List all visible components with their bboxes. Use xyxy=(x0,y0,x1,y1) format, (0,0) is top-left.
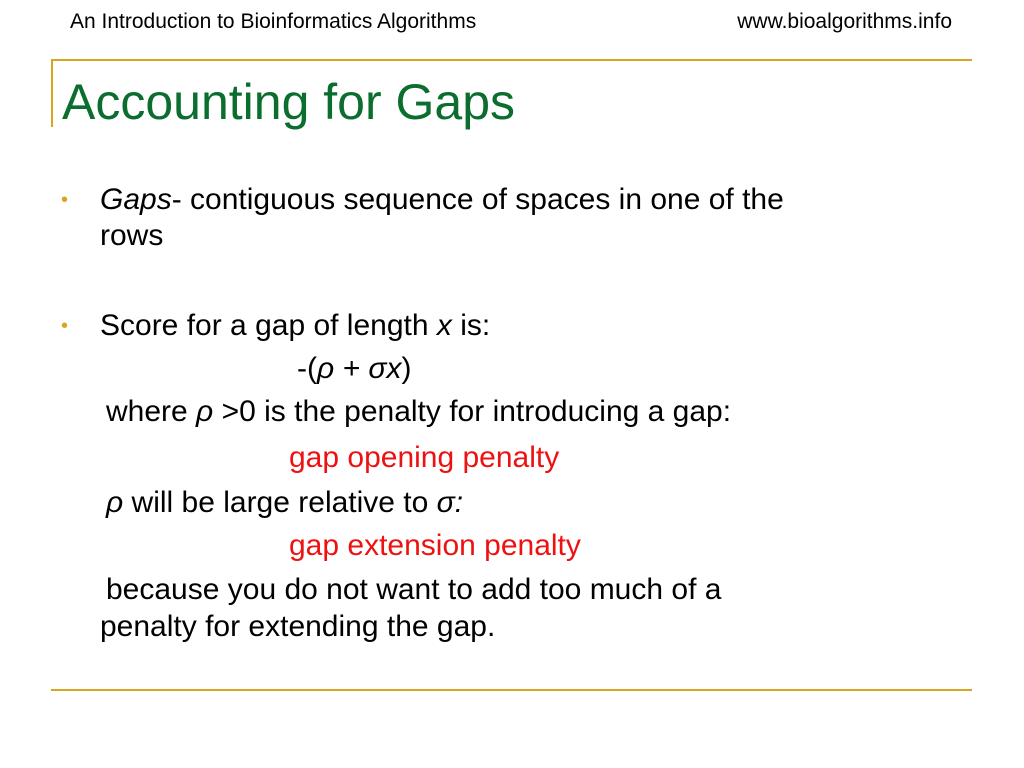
because-line-1: because you do not want to add too much of a xyxy=(106,573,722,606)
gaps-definition-text: - contiguous sequence of spaces in one of the xyxy=(171,183,784,216)
gaps-term: Gaps xyxy=(100,183,172,216)
gap-extension-penalty-label: gap extension penalty xyxy=(289,529,581,562)
gap-opening-penalty-label: gap opening penalty xyxy=(289,441,560,474)
footer-rule xyxy=(51,689,972,691)
gap-score-formula: -(ρ + σx) xyxy=(297,352,412,385)
title-vertical-rule xyxy=(51,59,53,127)
rho-explanation: where ρ >0 is the penalty for introducing a gap: xyxy=(106,395,732,428)
gaps-definition-line-2: rows xyxy=(100,219,164,252)
length-variable: x xyxy=(436,309,452,342)
gaps-definition-line-1 xyxy=(100,182,784,218)
title-top-rule xyxy=(51,59,972,61)
bullet-gaps: • xyxy=(61,189,69,211)
because-line-2: penalty for extending the gap. xyxy=(100,610,496,643)
bullet-score: • xyxy=(61,315,69,337)
score-intro: Score for a gap of length x is: xyxy=(100,309,491,342)
slide-title: Accounting for Gaps xyxy=(62,74,516,130)
rho-vs-sigma: ρ will be large relative to σ: xyxy=(106,486,464,519)
header-website: www.bioalgorithms.info xyxy=(737,10,952,33)
header-course-title: An Introduction to Bioinformatics Algorithms xyxy=(70,10,477,33)
